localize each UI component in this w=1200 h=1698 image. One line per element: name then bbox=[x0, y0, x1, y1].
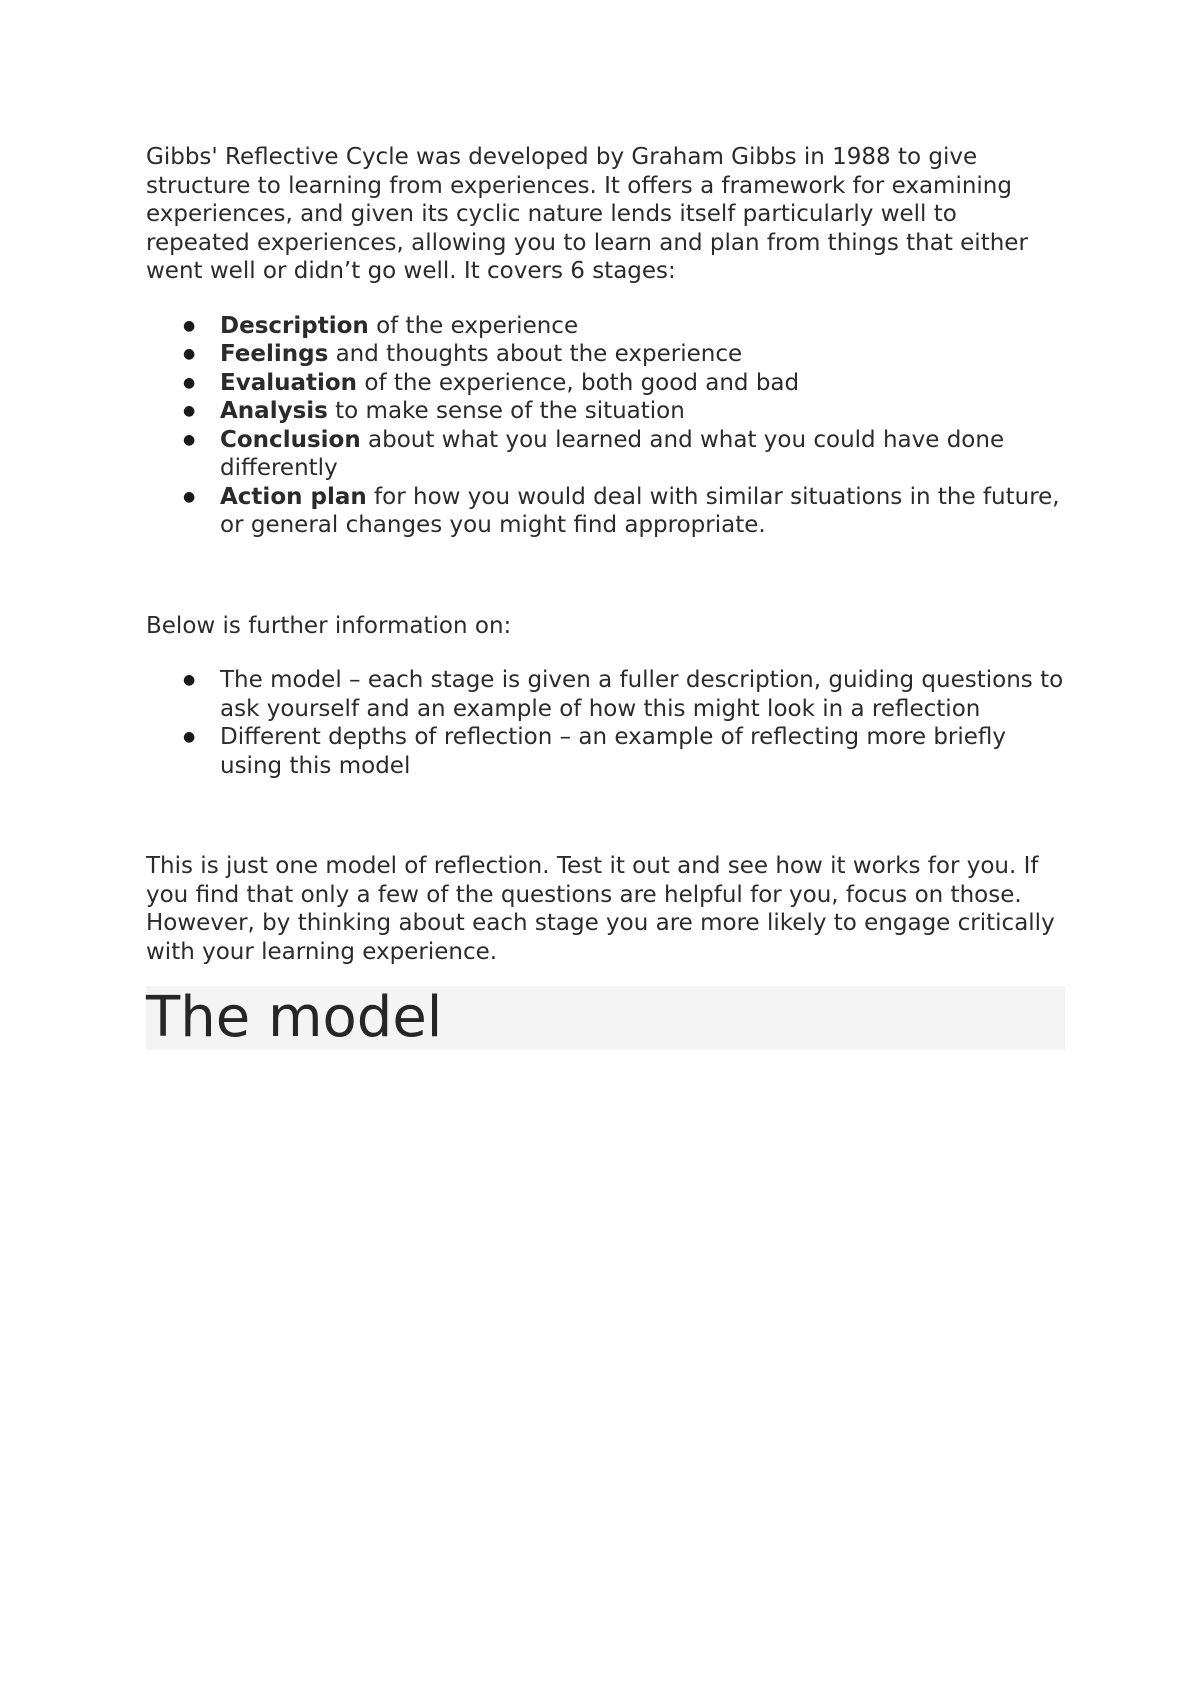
stage-term: Feelings bbox=[220, 341, 329, 367]
section-heading-bar bbox=[146, 986, 1065, 1050]
stage-text: and thoughts about the experience bbox=[328, 341, 743, 367]
list-item bbox=[146, 483, 1066, 540]
stage-text: of the experience bbox=[368, 312, 579, 339]
list-item bbox=[146, 340, 1066, 369]
list-item: ● Different depths of reflection – an example of reflecting more briefly using this model bbox=[146, 723, 1066, 780]
stage-term: Action plan bbox=[220, 483, 367, 510]
stages-list bbox=[146, 312, 1066, 540]
list-item bbox=[146, 312, 1066, 341]
list-item bbox=[146, 369, 1066, 398]
stage-term: Conclusion bbox=[220, 426, 361, 453]
stage-term: Analysis bbox=[220, 398, 328, 424]
stage-text: for how you would deal with similar situations in the future, or general changes you might find appropriate. bbox=[220, 483, 1060, 538]
intro-paragraph: Gibbs' Reflective Cycle was developed by Graham Gibbs in 1988 to give structure to learning from experiences. It offers a framework for examining experiences, and given its cyclic nature lends itself particularly well to repeated experiences, allowing you to learn and plan from things that either went well or didn’t go well. It covers 6 stages: bbox=[146, 144, 1028, 284]
list-item: ● The model – each stage is given a fuller description, guiding questions to ask yourself and an example of how this might look in a reflection bbox=[146, 666, 1066, 723]
further-info-list bbox=[146, 666, 1066, 780]
stage-text: about what you learned and what you could have done differently bbox=[220, 426, 1005, 481]
list-item bbox=[146, 397, 1066, 426]
list-item bbox=[146, 426, 1066, 483]
further-info-lead: Below is further information on: bbox=[146, 612, 512, 639]
stage-text: to make sense of the situation bbox=[327, 398, 685, 424]
section-heading: The model bbox=[146, 985, 443, 1050]
stage-text: of the experience, both good and bad bbox=[357, 369, 800, 396]
stage-term: Description bbox=[220, 312, 369, 339]
closing-paragraph: This is just one model of reflection. Test it out and see how it works for you. If you find that only a few of the questions are helpful for you, focus on those. However, by thinking about each stage you are more likely to engage critically with your learning experience. bbox=[146, 853, 1055, 965]
document-page bbox=[146, 143, 1066, 1050]
stage-term: Evaluation bbox=[220, 369, 358, 396]
